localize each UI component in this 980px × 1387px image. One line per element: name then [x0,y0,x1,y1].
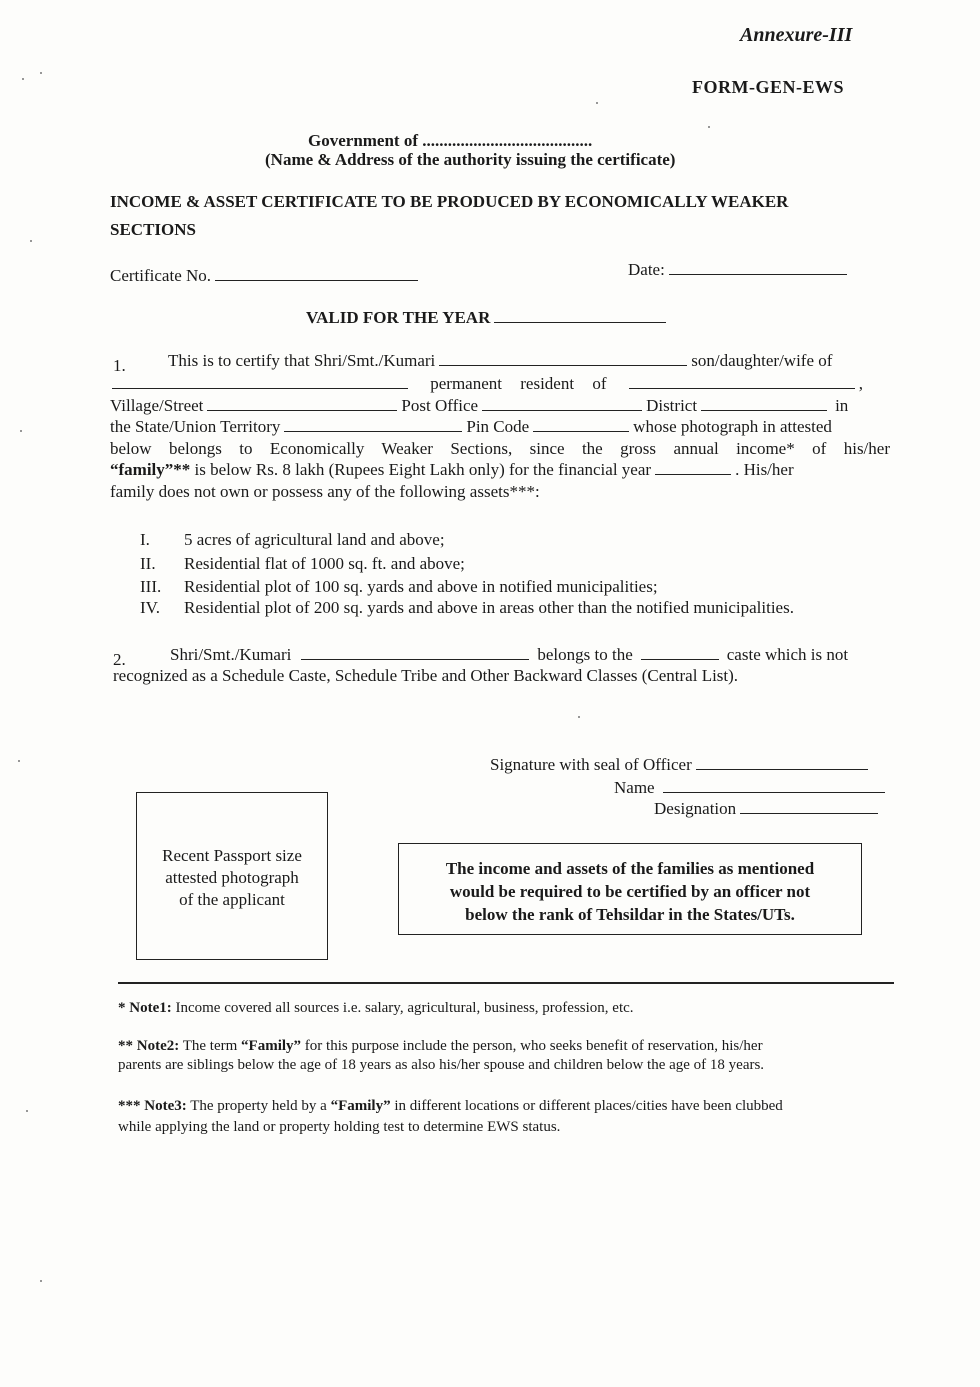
para2-line1: Shri/Smt./Kumari belongs to the caste which is not [170,645,849,664]
scan-speck [40,1280,42,1282]
scan-speck [578,716,580,718]
residence-field[interactable] [629,387,855,389]
para1-line7: family does not own or possess any of the following assets***: [110,482,540,501]
post-office-field[interactable] [482,409,642,411]
scan-speck [596,102,598,104]
scan-speck [708,126,710,128]
para1-line6: “family”** is below Rs. 8 lakh (Rupees Eight Lakh only) for the financial year . His/her [110,460,794,479]
notes-divider [118,982,894,984]
district-field[interactable] [701,409,827,411]
asset-item-2: II. Residential flat of 1000 sq. ft. and above; [140,554,465,573]
photo-box-line2: attested photograph [165,868,299,887]
asset-item-1: I. 5 acres of agricultural land and above; [140,530,445,549]
village-street-field[interactable] [207,409,397,411]
para1-line1: This is to certify that Shri/Smt./Kumari son/daughter/wife of [168,351,833,370]
designation-row: Designation [654,799,882,819]
note-2-line1: ** Note2: The term “Family” for this purpose include the person, who seeks benefit of reservation, his/her [118,1038,763,1054]
designation-field[interactable] [740,812,878,814]
certificate-no-row [110,266,422,286]
notice-box [398,843,862,935]
para1-line5: below belongs to Economically Weaker Sections, since the gross annual income* of his/her [110,439,890,458]
para2-number: 2. [113,650,126,669]
notice-line2: would be required to be certified by an officer not [449,882,811,901]
asset-item-4: IV. Residential plot of 200 sq. yards and above in areas other than the notified municipalities. [140,598,794,617]
financial-year-field[interactable] [655,473,731,475]
scan-speck [20,430,22,432]
notice-line1: The income and assets of the families as mentioned [445,859,815,878]
scan-speck [18,760,20,762]
para1-number: 1. [113,356,126,375]
date-row [628,260,851,280]
valid-year-row [306,308,670,328]
officer-name-field[interactable] [663,791,885,793]
scan-speck [40,72,42,74]
state-ut-field[interactable] [284,430,462,432]
note-3-line1: *** Note3: The property held by a “Family” in different locations or different places/cities have been clubbed [118,1098,783,1114]
parent-spouse-name-field[interactable] [112,387,408,389]
authority-name-address: (Name & Address of the authority issuing the certificate) [265,150,676,169]
form-code: FORM-GEN-EWS [692,77,844,97]
date-field[interactable] [669,273,847,275]
applicant-name-field[interactable] [439,364,687,366]
notice-line3: below the rank of Tehsildar in the States/UTs. [465,905,795,924]
government-of-line: Government of ........................................ [308,131,593,150]
note-2-line2: parents are siblings below the age of 18 years as also his/her spouse and children below the age of 18 years. [118,1057,765,1073]
caste-field[interactable] [641,658,719,660]
para2-line2: recognized as a Schedule Caste, Schedule Tribe and Other Backward Classes (Central List). [113,666,739,685]
photo-box-line3: of the applicant [179,890,285,909]
para1-line4: the State/Union Territory Pin Code whose photograph in attested [110,417,832,436]
scan-speck [26,1110,28,1112]
valid-year-field[interactable] [494,321,666,323]
scan-speck [30,240,32,242]
certificate-title-line1: INCOME & ASSET CERTIFICATE TO BE PRODUCED BY ECONOMICALLY WEAKER [110,192,789,211]
certificate-no-field[interactable] [215,279,418,281]
note-3-line2: while applying the land or property holding test to determine EWS status. [118,1119,561,1135]
valid-year-label: VALID FOR THE YEAR [306,308,491,327]
certificate-title-line2: SECTIONS [110,220,196,239]
annexure-label: Annexure-III [740,24,853,46]
date-label: Date: [628,260,665,279]
photo-box-line1: Recent Passport size [162,846,302,865]
signature-row: Signature with seal of Officer [490,755,872,775]
pin-code-field[interactable] [533,430,629,432]
para1-line2: permanent resident of , [112,374,892,394]
asset-item-3: III. Residential plot of 100 sq. yards and above in notified municipalities; [140,577,658,596]
officer-name-row: Name [614,778,889,798]
signature-field[interactable] [696,768,868,770]
para1-line3: Village/Street Post Office District in [110,396,849,415]
para2-name-field[interactable] [301,658,529,660]
certificate-no-label: Certificate No. [110,266,212,285]
note-1: * Note1: Income covered all sources i.e. salary, agricultural, business, profession, etc. [118,1000,634,1016]
photograph-box[interactable] [136,792,328,960]
scan-speck [22,78,24,80]
